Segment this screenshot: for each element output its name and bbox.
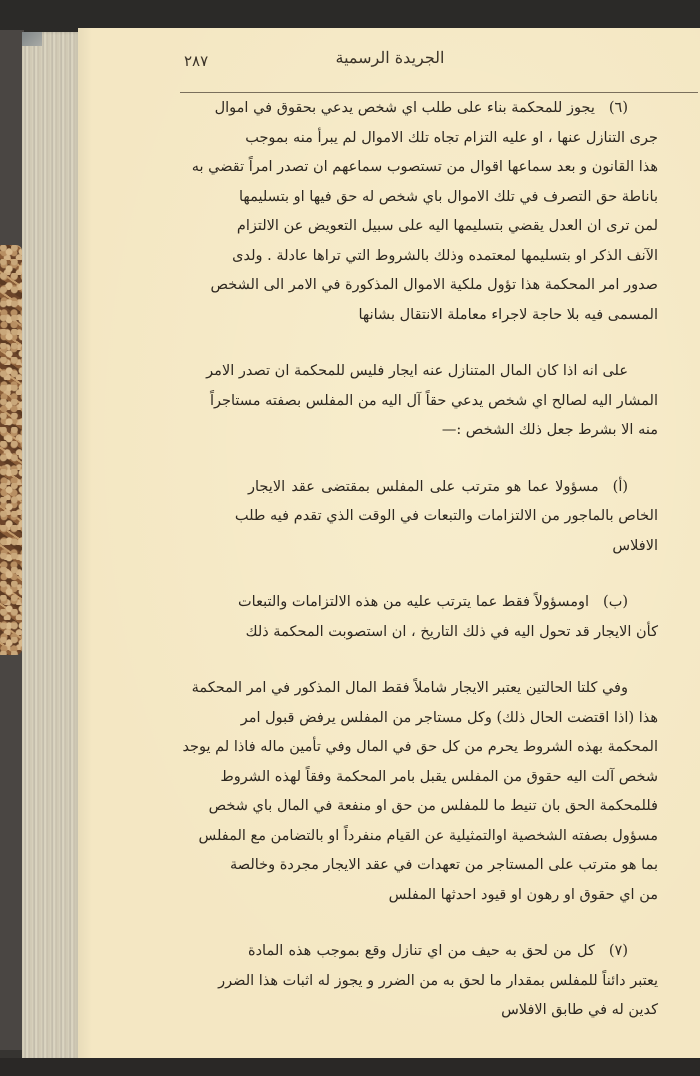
clause-label: (أ) (612, 478, 628, 495)
proviso-paragraph (206, 357, 658, 446)
text-line (206, 357, 658, 387)
text-line (248, 937, 658, 967)
text-line (191, 674, 658, 704)
clause-label: (ب) (603, 594, 628, 610)
text-line: باناطة حق التصرف في تلك الاموال باي شخص له حق فيها او بتسليمها (239, 188, 658, 205)
subclause-a (234, 473, 658, 562)
text-line: الخاص بالماجور من الالتزامات والتبعات في الوقت الذي تقدم فيه طلب (234, 508, 658, 524)
line-text: اومسؤولاً فقط عما يترتب عليه من هذه الالتزامات والتبعات (238, 594, 590, 610)
line-text: على انه اذا كان المال المتنازل عنه ايجار فليس للمحكمة ان تصدر الامر (206, 363, 628, 379)
text-line (214, 94, 658, 124)
text-line: لمن ترى ان العدل يقضي بتسليمها اليه على سبيل التعويض عن الالتزام (236, 218, 658, 234)
stacked-page-edges (22, 32, 80, 1060)
text-line: من اي حقوق او رهون او قيود احدثها المفلس (388, 886, 658, 903)
text-line: هذا (اذا اقتضت الحال ذلك) وكل مستاجر من المفلس يرفض قبول امر (240, 709, 658, 726)
text-line: كدين له في طابق الافلاس (501, 1002, 658, 1018)
subclause-b (238, 588, 658, 647)
text-line: الافلاس (612, 537, 658, 554)
text-line: شخص آلت اليه حقوق من المفلس يقبل بامر المحكمة وفقاً لهذه الشروط (220, 768, 658, 785)
text-line: المحكمة بهذه الشروط يحرم من كل حق في المال وفي تأمين ماله فاذا لم يوجد (182, 739, 658, 755)
text-line: المشار اليه لصالح اي شخص يدعي حقاً آل اليه من المفلس بصفته مستاجراً (209, 392, 658, 409)
text-line: بما هو مترتب على المستاجر من تعهدات في عقد الايجار مجردة وخالصة (229, 857, 658, 873)
text-line (248, 473, 658, 503)
line-text: يجوز للمحكمة بناء على طلب اي شخص يدعي بحقوق في اموال (214, 100, 595, 116)
line-text: وفي كلتا الحالتين يعتبر الايجار شاملاً فقط المال المذكور في امر المحكمة (191, 680, 628, 696)
text-line: الآنف الذكر او بتسليمها لمعتمده وذلك بالشروط التي تراها عادلة . ولدى (232, 247, 658, 264)
text-line (238, 588, 658, 618)
header-rule (180, 92, 698, 93)
text-line: فللمحكمة الحق بان تنيط ما للمفلس من حق او منفعة في المال باي شخص (208, 798, 658, 814)
text-line: كأن الايجار قد تحول اليه في ذلك التاريخ ، ان استصوبت المحكمة ذلك (245, 623, 658, 640)
text-line: يعتبر دائناً للمفلس بمقدار ما لحق به من الضرر و يجوز له اثبات هذا الضرر (218, 972, 658, 989)
line-text: كل من لحق به حيف من اي تنازل وقع بموجب هذه المادة (248, 943, 595, 959)
text-line: منه الا بشرط جعل ذلك الشخص :— (441, 422, 658, 438)
marbled-cover-edge (0, 245, 22, 655)
text-line: صدور امر المحكمة هذا تؤول ملكية الاموال المذكورة في الامر الى الشخص (210, 277, 658, 293)
text-line: جرى التنازل عنها ، او عليه التزام تجاه تلك الاموال لم يبرأ منه بموجب (245, 129, 658, 146)
page-header (130, 46, 650, 86)
text-line: هذا القانون و بعد سماعها اقوال من تستصوب سماعهم ان تصدر امراً تقضي به (191, 159, 658, 175)
clause-7 (218, 937, 658, 1026)
background-below-book (0, 1058, 700, 1076)
page-body (182, 94, 658, 1053)
line-text: مسؤولا عما هو مترتب على المفلس بمقتضى عقد الايجار (248, 478, 599, 495)
page-number: ٢٨٧ (184, 52, 209, 70)
running-title: الجريدة الرسمية (335, 48, 445, 67)
text-line: المسمى فيه بلا حاجة لاجراء معاملة الانتقال بشانها (358, 306, 658, 323)
clause-label: (٦) (608, 100, 628, 116)
clause-6 (191, 94, 658, 330)
clause-label: (٧) (608, 943, 628, 959)
both-cases-paragraph (182, 674, 658, 910)
text-line: مسؤول بصفته الشخصية اوالتمثيلية عن القيام منفرداً او بالتضامن مع المفلس (198, 827, 658, 844)
